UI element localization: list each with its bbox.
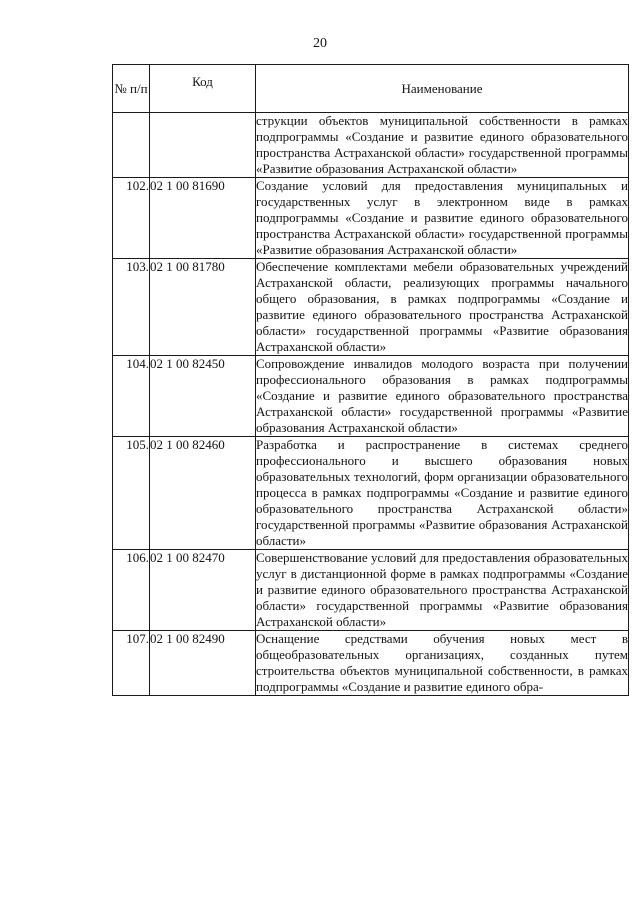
table-row [113,356,629,437]
page-number: 20 [313,36,327,51]
row-name: Разработка и распространение в системах среднего профессионального и высшего образования новых образовательных технологий, форм организации образовательного процесса в рамках подпрограммы «Создание и развитие единого образовательного пространства Астраханской области» государственной программы «Развитие образования Астраханской области» [256,437,628,548]
row-number: 102. [113,178,150,259]
row-name: Оснащение средствами обучения новых мест в общеобразовательных организациях, созданных путем строительства объектов муниципальной собственности, в рамках подпрограммы «Создание и развитие единого обра- [256,631,628,694]
row-name: Обеспечение комплектами мебели образовательных учреждений Астраханской области, реализующих программы начального общего образования, в рамках подпрограммы «Создание и развитие единого образовательного пространства Астраханской области» государственной программы «Развитие образования Астраханской области» [256,259,628,354]
row-code: 02 1 00 81780 [150,259,256,356]
row-name: Совершенствование условий для предоставления образовательных услуг в дистанционной форме в рамках подпрограммы «Создание и развитие единого образовательного пространства Астраханской области» государственной программы «Развитие образования Астраханской области» [256,550,628,629]
header-number: № п/п [113,65,150,113]
row-number: 104. [113,356,150,437]
row-number: 105. [113,437,150,550]
table-row [113,178,629,259]
row-number: 107. [113,631,150,696]
row-name: Создание условий для предоставления муниципальных и государственных услуг в электронном виде в рамках подпрограммы «Создание и развитие единого образовательного пространства Астраханской области» государственной программы «Развитие образования Астраханской области» [256,178,628,257]
table-header [113,65,629,113]
row-number: 103. [113,259,150,356]
table-row [113,550,629,631]
row-code: 02 1 00 82490 [150,631,256,696]
header-name: Наименование [256,65,629,113]
table-row [113,631,629,696]
row-name: Сопровождение инвалидов молодого возраста при получении профессионального образования в рамках подпрограммы «Создание и развитие единого образовательного пространства Астраханской области» государственной программы «Развитие образования Астраханской области» [256,356,628,435]
row-code: 02 1 00 82470 [150,550,256,631]
row-code: 02 1 00 81690 [150,178,256,259]
row-name: струкции объектов муниципальной собственности в рамках подпрограммы «Создание и развитие единого образовательного пространства Астраханской области» государственной программы «Развитие образования Астраханской области» [256,113,628,176]
budget-code-table [112,64,629,696]
header-code: Код [150,65,256,113]
table-row [113,113,629,178]
row-code [150,113,256,178]
header-row [113,65,629,113]
row-number [113,113,150,178]
table-body [113,113,629,696]
row-number: 106. [113,550,150,631]
table-row [113,437,629,550]
table-row [113,259,629,356]
row-code: 02 1 00 82450 [150,356,256,437]
row-code: 02 1 00 82460 [150,437,256,550]
